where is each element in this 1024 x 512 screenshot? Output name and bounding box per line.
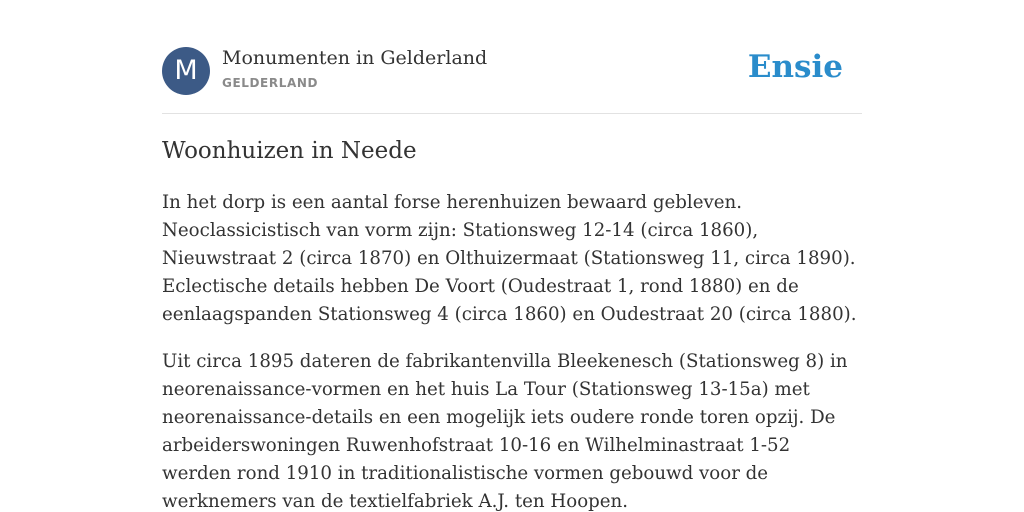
- author-subtitle[interactable]: GELDERLAND: [222, 76, 319, 90]
- paragraph: Uit circa 1895 dateren de fabrikantenvilla Bleekenesch (Stationsweg 8) in neorenaissance-vormen en het huis La Tour (Stationsweg 13-15a) met neorenaissance-details en een mogelijk iets oudere ronde toren opzij. De arbeiderswoningen Ruwenhofstraat 10-16 en Wilhelminastraat 1-52 werden rond 1910 in traditionalistische vormen gebouwd voor de werknemers van de textielfabriek A.J. ten Hoopen.: [162, 351, 848, 512]
- author-name[interactable]: Monumenten in Gelderland: [222, 47, 488, 69]
- header-divider: [162, 113, 862, 114]
- article-title: Woonhuizen in Neede: [162, 138, 417, 164]
- brand-logo[interactable]: Ensie: [747, 49, 843, 85]
- avatar[interactable]: M: [162, 47, 210, 95]
- paragraph: In het dorp is een aantal forse herenhuizen bewaard gebleven. Neoclassicistisch van vorm zijn: Stationsweg 12-14 (circa 1860), Nieuwstraat 2 (circa 1870) en Olthuizermaat (Stationsweg 11, circa 1890). Eclectische details hebben De Voort (Oudestraat 1, rond 1880) en de eenlaagspanden Stationsweg 4 (circa 1860) en Oudestraat 20 (circa 1880).: [162, 192, 857, 325]
- header: [162, 47, 862, 97]
- article-body: [162, 189, 862, 512]
